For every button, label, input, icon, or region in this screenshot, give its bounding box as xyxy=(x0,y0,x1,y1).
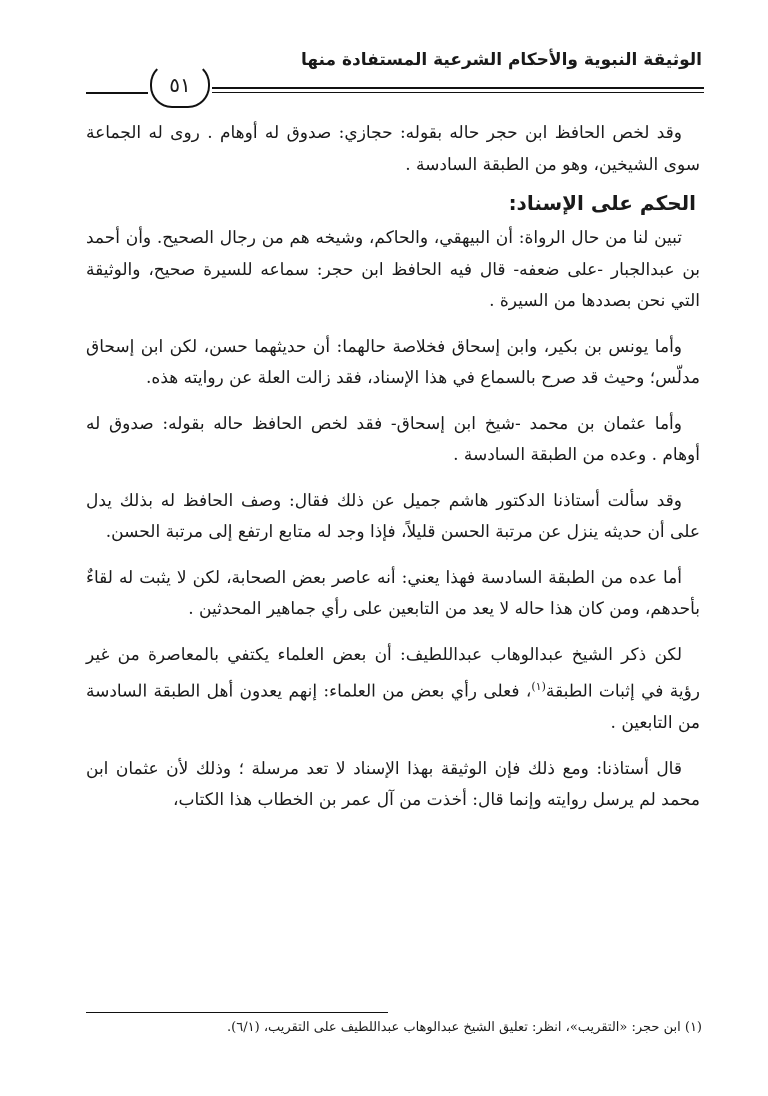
footnote-rule xyxy=(86,1012,388,1013)
section-heading: الحكم على الإسناد: xyxy=(508,191,696,215)
paragraph: وقد لخص الحافظ ابن حجر حاله بقوله: حجازي: صدوق له أوهام . روى له الجماعة سوى الشيخين، وهو من الطبقة السادسة . xyxy=(86,123,700,175)
footnote: (١) ابن حجر: «التقريب»، انظر: تعليق الشيخ عبدالوهاب عبداللطيف على التقريب، (٦/١). xyxy=(227,1020,702,1035)
page-body xyxy=(86,118,700,831)
page-number: ٥١ xyxy=(150,62,210,108)
header-rule-thin xyxy=(212,92,704,93)
running-header-title: الوثيقة النبوية والأحكام الشرعية المستفادة منها xyxy=(300,50,702,70)
page-number-rule xyxy=(86,92,148,94)
paragraph xyxy=(86,640,700,740)
paragraph: وأما عثمان بن محمد -شيخ ابن إسحاق- فقد لخص الحافظ حاله بقوله: صدوق له أوهام . وعده من الطبقة السادسة . xyxy=(86,413,700,465)
paragraph: أما عده من الطبقة السادسة فهذا يعني: أنه عاصر بعض الصحابة، لكن لا يثبت له لقاءٌ بأحدهم، ومن كان هذا حاله لا يعد من التابعين على رأي جماهير المحدثين . xyxy=(86,567,700,619)
paragraph-text: ، فعلى رأي بعض من العلماء: إنهم يعدون أهل الطبقة السادسة من التابعين . xyxy=(86,681,700,734)
paragraph-text: لكن ذكر الشيخ عبدالوهاب عبداللطيف: أن بعض العلماء يكتفي بالمعاصرة من غير رؤية في إثبات الطبقة xyxy=(86,644,700,702)
footnote-reference: (١) xyxy=(531,680,546,693)
paragraph: قال أستاذنا: ومع ذلك فإن الوثيقة بهذا الإسناد لا تعد مرسلة ؛ وذلك لأن عثمان ابن محمد لم يرسل روايته وإنما قال: أخذت من آل عمر بن الخطاب هذا الكتاب، xyxy=(86,758,700,811)
paragraph: تبين لنا من حال الرواة: أن البيهقي، والحاكم، وشيخه هم من رجال الصحيح. وأن أحمد بن عبدالجبار -على ضعفه- قال فيه الحافظ ابن حجر: سماعه للسيرة صحيح، والوثيقة التي نحن بصددها من السيرة . xyxy=(86,228,700,311)
paragraph: وأما يونس بن بكير، وابن إسحاق فخلاصة حالهما: أن حديثهما حسن، لكن ابن إسحاق مدلّس؛ وحيث قد صرح بالسماع في هذا الإسناد، فقد زالت العلة عن روايته هذه. xyxy=(86,336,700,388)
header-rule xyxy=(212,87,704,89)
paragraph: وقد سألت أستاذنا الدكتور هاشم جميل عن ذلك فقال: وصف الحافظ له بذلك يدل على أن حديثه ينزل عن مرتبة الحسن قليلاً، فإذا وجد له متابع ارتفع إلى مرتبة الحسن. xyxy=(86,490,700,542)
